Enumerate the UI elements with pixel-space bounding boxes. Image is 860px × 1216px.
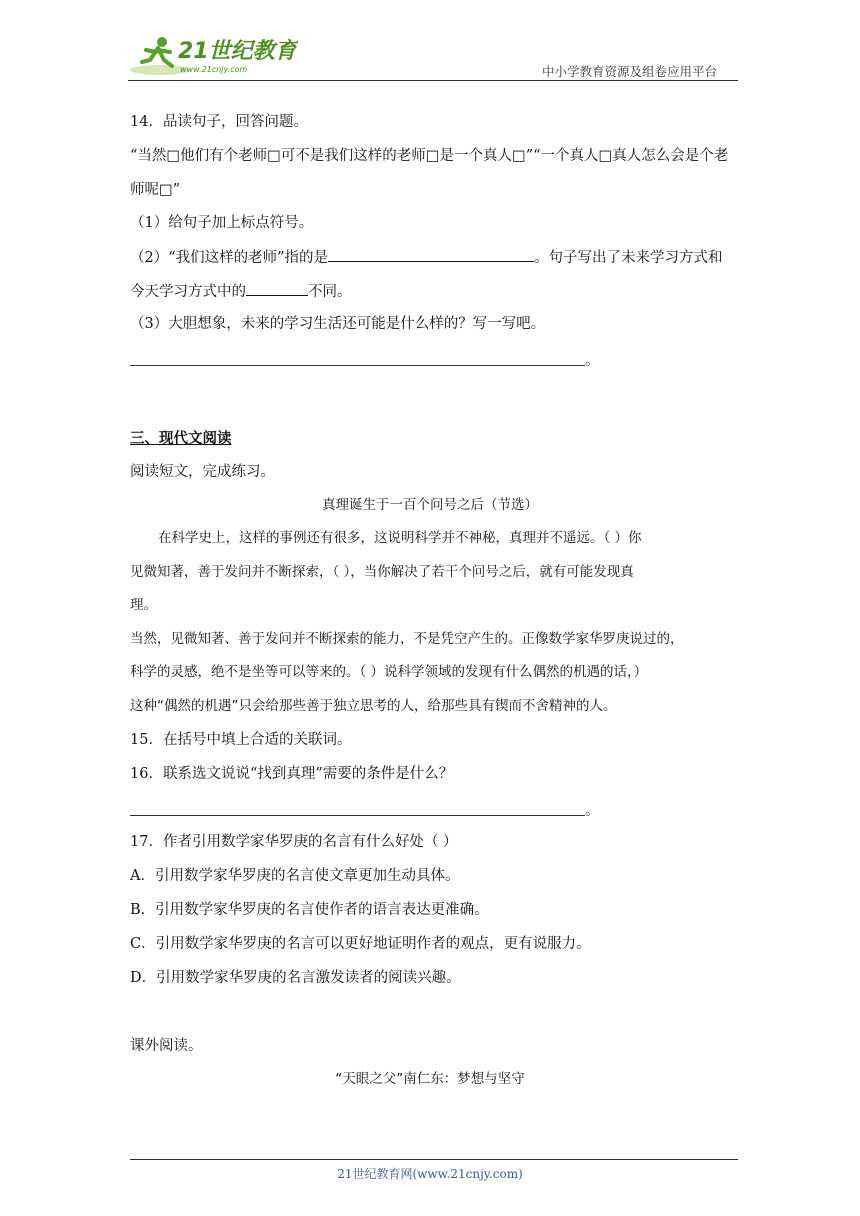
q14-sub2-prefix: （2）“我们这样的老师”指的是 bbox=[130, 250, 329, 266]
logo-text: 21世纪教育 bbox=[178, 39, 297, 64]
q14-sub2-suffix2: 不同。 bbox=[308, 284, 352, 300]
q14-blank-difference[interactable] bbox=[246, 281, 308, 296]
q14-sub2-row1 bbox=[130, 247, 723, 268]
q17-option-b[interactable]: B．引用数学家华罗庚的名言使作者的语言表达更准确。 bbox=[130, 902, 489, 918]
passage-p2-line3: 这种“偶然的机遇”只会给那些善于独立思考的人，给那些具有锲而不舍精神的人。 bbox=[130, 698, 617, 714]
svg-text:21世纪教育 bbox=[178, 38, 298, 64]
q16-answer-line[interactable] bbox=[130, 815, 585, 816]
q17-option-c[interactable]: C．引用数学家华罗庚的名言可以更好地证明作者的观点，更有说服力。 bbox=[130, 936, 591, 952]
q14-sub2-row2 bbox=[130, 281, 352, 302]
extra-reading-title: “天眼之父”南仁东：梦想与坚守 bbox=[335, 1071, 525, 1087]
q14-sub1: （1）给句子加上标点符号。 bbox=[130, 215, 314, 231]
runner-logo-icon bbox=[128, 30, 298, 80]
q14-quote-line2: 师呢□” bbox=[130, 182, 181, 198]
q14-blank-teacher[interactable] bbox=[328, 247, 534, 262]
q14-answer-line[interactable] bbox=[130, 365, 585, 366]
q17-text: 17．作者引用数学家华罗庚的名言有什么好处（ ） bbox=[130, 834, 458, 850]
header-divider bbox=[128, 80, 738, 81]
passage-p1-line2: 见微知著，善于发问并不断探索，（ ），当你解决了若干个问号之后，就有可能发现真 bbox=[130, 564, 634, 580]
q14-end-mark: 。 bbox=[585, 353, 599, 369]
section3-heading: 三、现代文阅读 bbox=[130, 430, 232, 447]
passage-p2-line1: 当然，见微知著、善于发问并不断探索的能力，不是凭空产生的。正像数学家华罗庚说过的， bbox=[130, 631, 684, 647]
site-logo bbox=[128, 30, 298, 80]
q16-end-mark: 。 bbox=[585, 803, 599, 819]
passage-p2-line2: 科学的灵感，绝不是坐等可以等来的。（ ）说科学领域的发现有什么偶然的机遇的话，） bbox=[130, 664, 648, 680]
q16-text: 16．联系选文说说“找到真理”需要的条件是什么？ bbox=[130, 766, 454, 782]
footer-divider bbox=[130, 1159, 738, 1160]
extra-reading-label: 课外阅读。 bbox=[130, 1038, 203, 1054]
passage-p1-line3: 理。 bbox=[130, 597, 157, 613]
platform-name: 中小学教育资源及组卷应用平台 bbox=[542, 64, 718, 79]
q14-sub3: （3）大胆想象，未来的学习生活还可能是什么样的？写一写吧。 bbox=[130, 316, 546, 332]
q14-sub2-suffix: 。句子写出了未来学习方式和 bbox=[534, 250, 723, 266]
q14-title: 14．品读句子，回答问题。 bbox=[130, 114, 308, 130]
logo-url: www.21cnjy.com bbox=[180, 65, 248, 74]
passage-p1-line1: 在科学史上，这样的事例还有很多，这说明科学并不神秘，真理并不遥远。（ ）你 bbox=[158, 530, 642, 546]
q17-option-d[interactable]: D．引用数学家华罗庚的名言激发读者的阅读兴趣。 bbox=[130, 970, 461, 986]
q15-text: 15．在括号中填上合适的关联词。 bbox=[130, 732, 352, 748]
footer-text[interactable]: 21世纪教育网(www.21cnjy.com) bbox=[337, 1167, 523, 1181]
passage-title: 真理诞生于一百个问号之后（节选） bbox=[322, 497, 538, 513]
q17-option-a[interactable]: A．引用数学家华罗庚的名言使文章更加生动具体。 bbox=[130, 868, 460, 884]
q14-sub2-prefix2: 今天学习方式中的 bbox=[130, 284, 246, 300]
q14-quote-line1: “当然□他们有个老师□可不是我们这样的老师□是一个真人□”“一个真人□真人怎么会是个老 bbox=[130, 148, 729, 164]
section3-instruction: 阅读短文，完成练习。 bbox=[130, 464, 275, 480]
svg-text:www.21cnjy.com bbox=[180, 65, 247, 74]
